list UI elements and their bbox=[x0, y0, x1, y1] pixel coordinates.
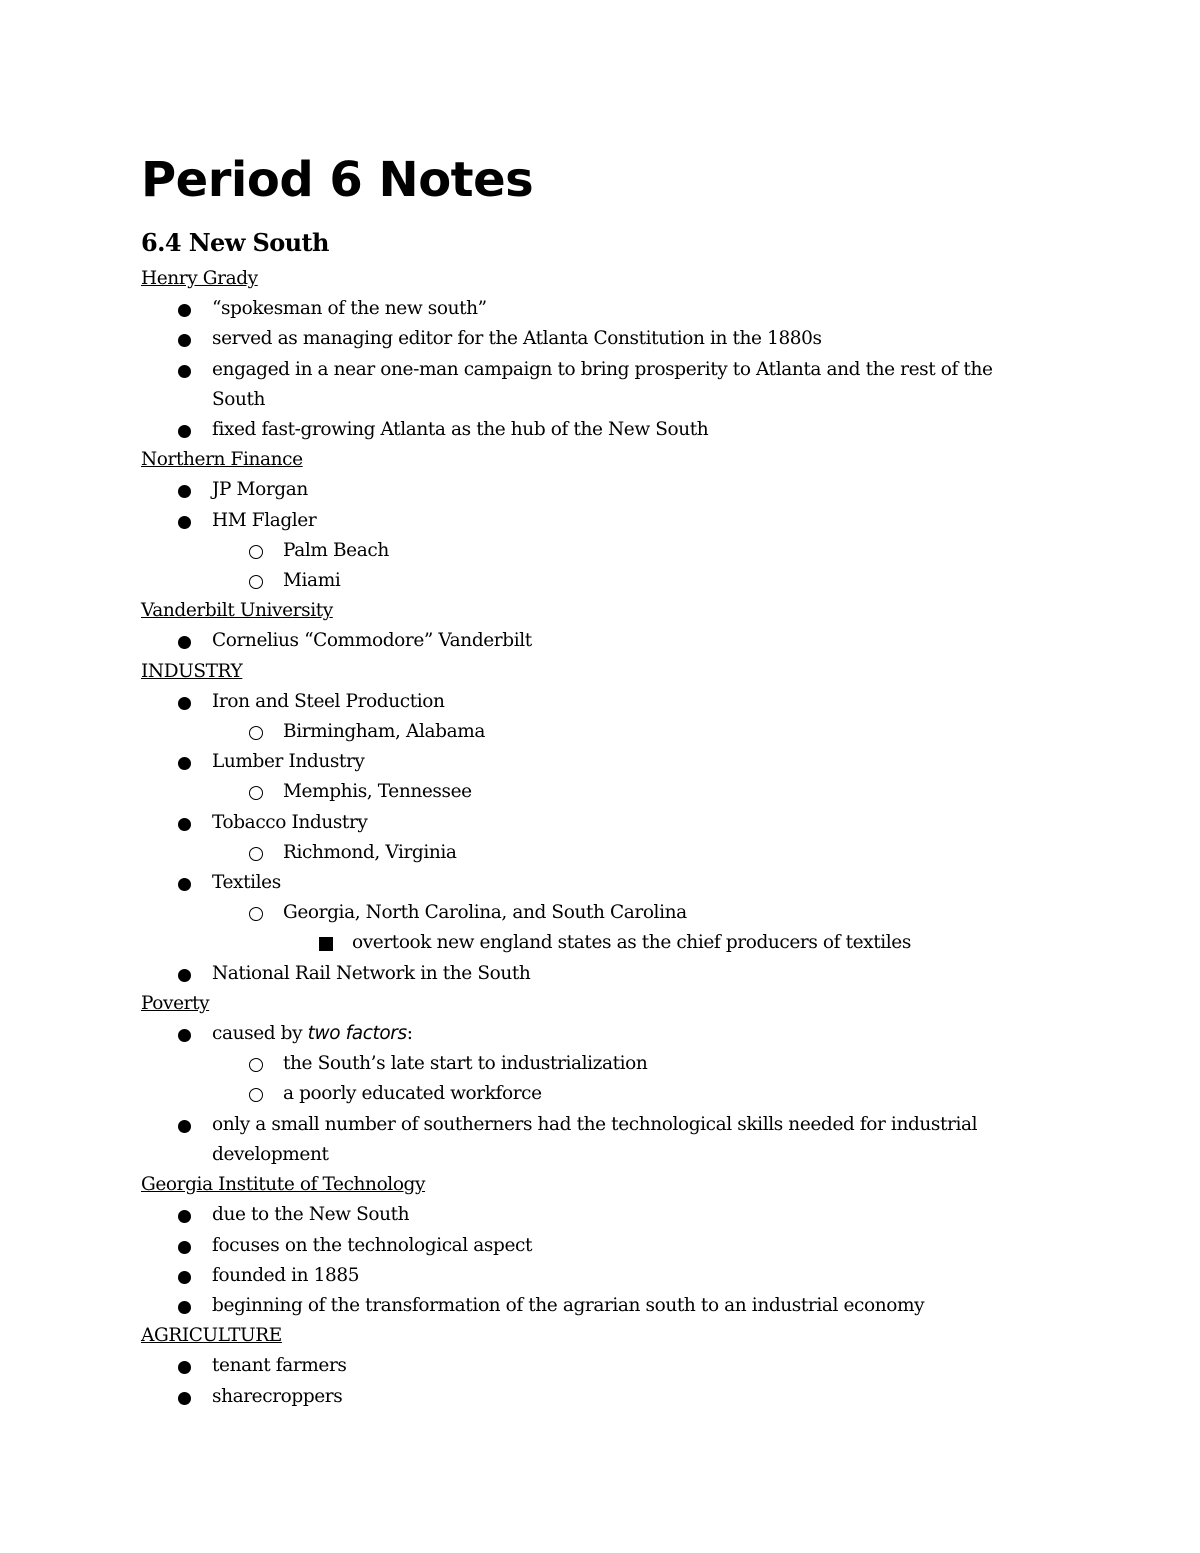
list-item: caused by two factors: bbox=[141, 1019, 1041, 1049]
notes-content bbox=[141, 264, 1041, 1412]
bullet-icon bbox=[178, 878, 191, 891]
list-item: Cornelius “Commodore” Vanderbilt bbox=[141, 626, 1041, 656]
list-item: JP Morgan bbox=[141, 475, 1041, 505]
sub-list-item: Palm Beach bbox=[141, 536, 1041, 566]
hollow-bullet-icon bbox=[249, 726, 263, 740]
bullet-icon bbox=[178, 304, 191, 317]
list-item: beginning of the transformation of the agrarian south to an industrial economy bbox=[141, 1291, 1041, 1321]
bullet-icon bbox=[178, 365, 191, 378]
hollow-bullet-icon bbox=[249, 1088, 263, 1102]
heading-poverty: Poverty bbox=[141, 992, 210, 1014]
list-item: Tobacco Industry bbox=[141, 808, 1041, 838]
heading-northern-finance: Northern Finance bbox=[141, 449, 303, 471]
bullet-icon bbox=[178, 1361, 191, 1374]
square-bullet-icon bbox=[319, 937, 333, 951]
list-item: Iron and Steel Production bbox=[141, 687, 1041, 717]
list-item: focuses on the technological aspect bbox=[141, 1231, 1041, 1261]
sub-list-item: Richmond, Virginia bbox=[141, 838, 1041, 868]
bullet-icon bbox=[178, 516, 191, 529]
list-item: sharecroppers bbox=[141, 1382, 1041, 1412]
hollow-bullet-icon bbox=[249, 545, 263, 559]
bullet-icon bbox=[178, 757, 191, 770]
heading-henry-grady: Henry Grady bbox=[141, 268, 258, 289]
heading-georgia-tech: Georgia Institute of Technology bbox=[141, 1174, 426, 1196]
hollow-bullet-icon bbox=[249, 907, 263, 921]
list-item: engaged in a near one-man campaign to bring prosperity to Atlanta and the rest of the South bbox=[141, 355, 1041, 415]
bullet-icon bbox=[178, 969, 191, 982]
bullet-icon bbox=[178, 1301, 191, 1314]
bullet-icon bbox=[178, 425, 191, 438]
bullet-icon bbox=[178, 1271, 191, 1284]
sub-list-item: Memphis, Tennessee bbox=[141, 777, 1041, 807]
list-item: fixed fast-growing Atlanta as the hub of the New South bbox=[141, 415, 1041, 445]
list-item: due to the New South bbox=[141, 1200, 1041, 1230]
sub-sub-list-item: overtook new england states as the chief producers of textiles bbox=[141, 928, 1041, 958]
bullet-icon bbox=[178, 1241, 191, 1254]
list-item: Textiles bbox=[141, 868, 1041, 898]
heading-vanderbilt: Vanderbilt University bbox=[141, 600, 333, 622]
bullet-icon bbox=[178, 485, 191, 498]
sub-list-item: Miami bbox=[141, 566, 1041, 596]
hollow-bullet-icon bbox=[249, 847, 263, 861]
bullet-icon bbox=[178, 1029, 191, 1042]
hollow-bullet-icon bbox=[249, 1058, 263, 1072]
bullet-icon bbox=[178, 1392, 191, 1405]
list-item: “spokesman of the new south” bbox=[141, 294, 1041, 324]
bullet-icon bbox=[178, 334, 191, 347]
hollow-bullet-icon bbox=[249, 786, 263, 800]
list-item: National Rail Network in the South bbox=[141, 959, 1041, 989]
list-item: only a small number of southerners had the technological skills needed for industrial development bbox=[141, 1110, 1041, 1170]
bullet-icon bbox=[178, 636, 191, 649]
list-item: Lumber Industry bbox=[141, 747, 1041, 777]
sub-list-item: Birmingham, Alabama bbox=[141, 717, 1041, 747]
bullet-icon bbox=[178, 1120, 191, 1133]
bullet-icon bbox=[178, 818, 191, 831]
bullet-icon bbox=[178, 697, 191, 710]
list-item: served as managing editor for the Atlanta Constitution in the 1880s bbox=[141, 324, 1041, 354]
sub-list-item: the South’s late start to industrialization bbox=[141, 1049, 1041, 1079]
heading-industry: INDUSTRY bbox=[141, 660, 243, 682]
sub-list-item: Georgia, North Carolina, and South Carolina bbox=[141, 898, 1041, 928]
hollow-bullet-icon bbox=[249, 575, 263, 589]
heading-agriculture: AGRICULTURE bbox=[141, 1325, 282, 1347]
bullet-icon bbox=[178, 1210, 191, 1223]
list-item: founded in 1885 bbox=[141, 1261, 1041, 1291]
page-title: Period 6 Notes bbox=[141, 152, 534, 208]
section-subtitle: 6.4 New South bbox=[141, 228, 329, 257]
list-item: HM Flagler bbox=[141, 506, 1041, 536]
sub-list-item: a poorly educated workforce bbox=[141, 1079, 1041, 1109]
list-item: tenant farmers bbox=[141, 1351, 1041, 1381]
